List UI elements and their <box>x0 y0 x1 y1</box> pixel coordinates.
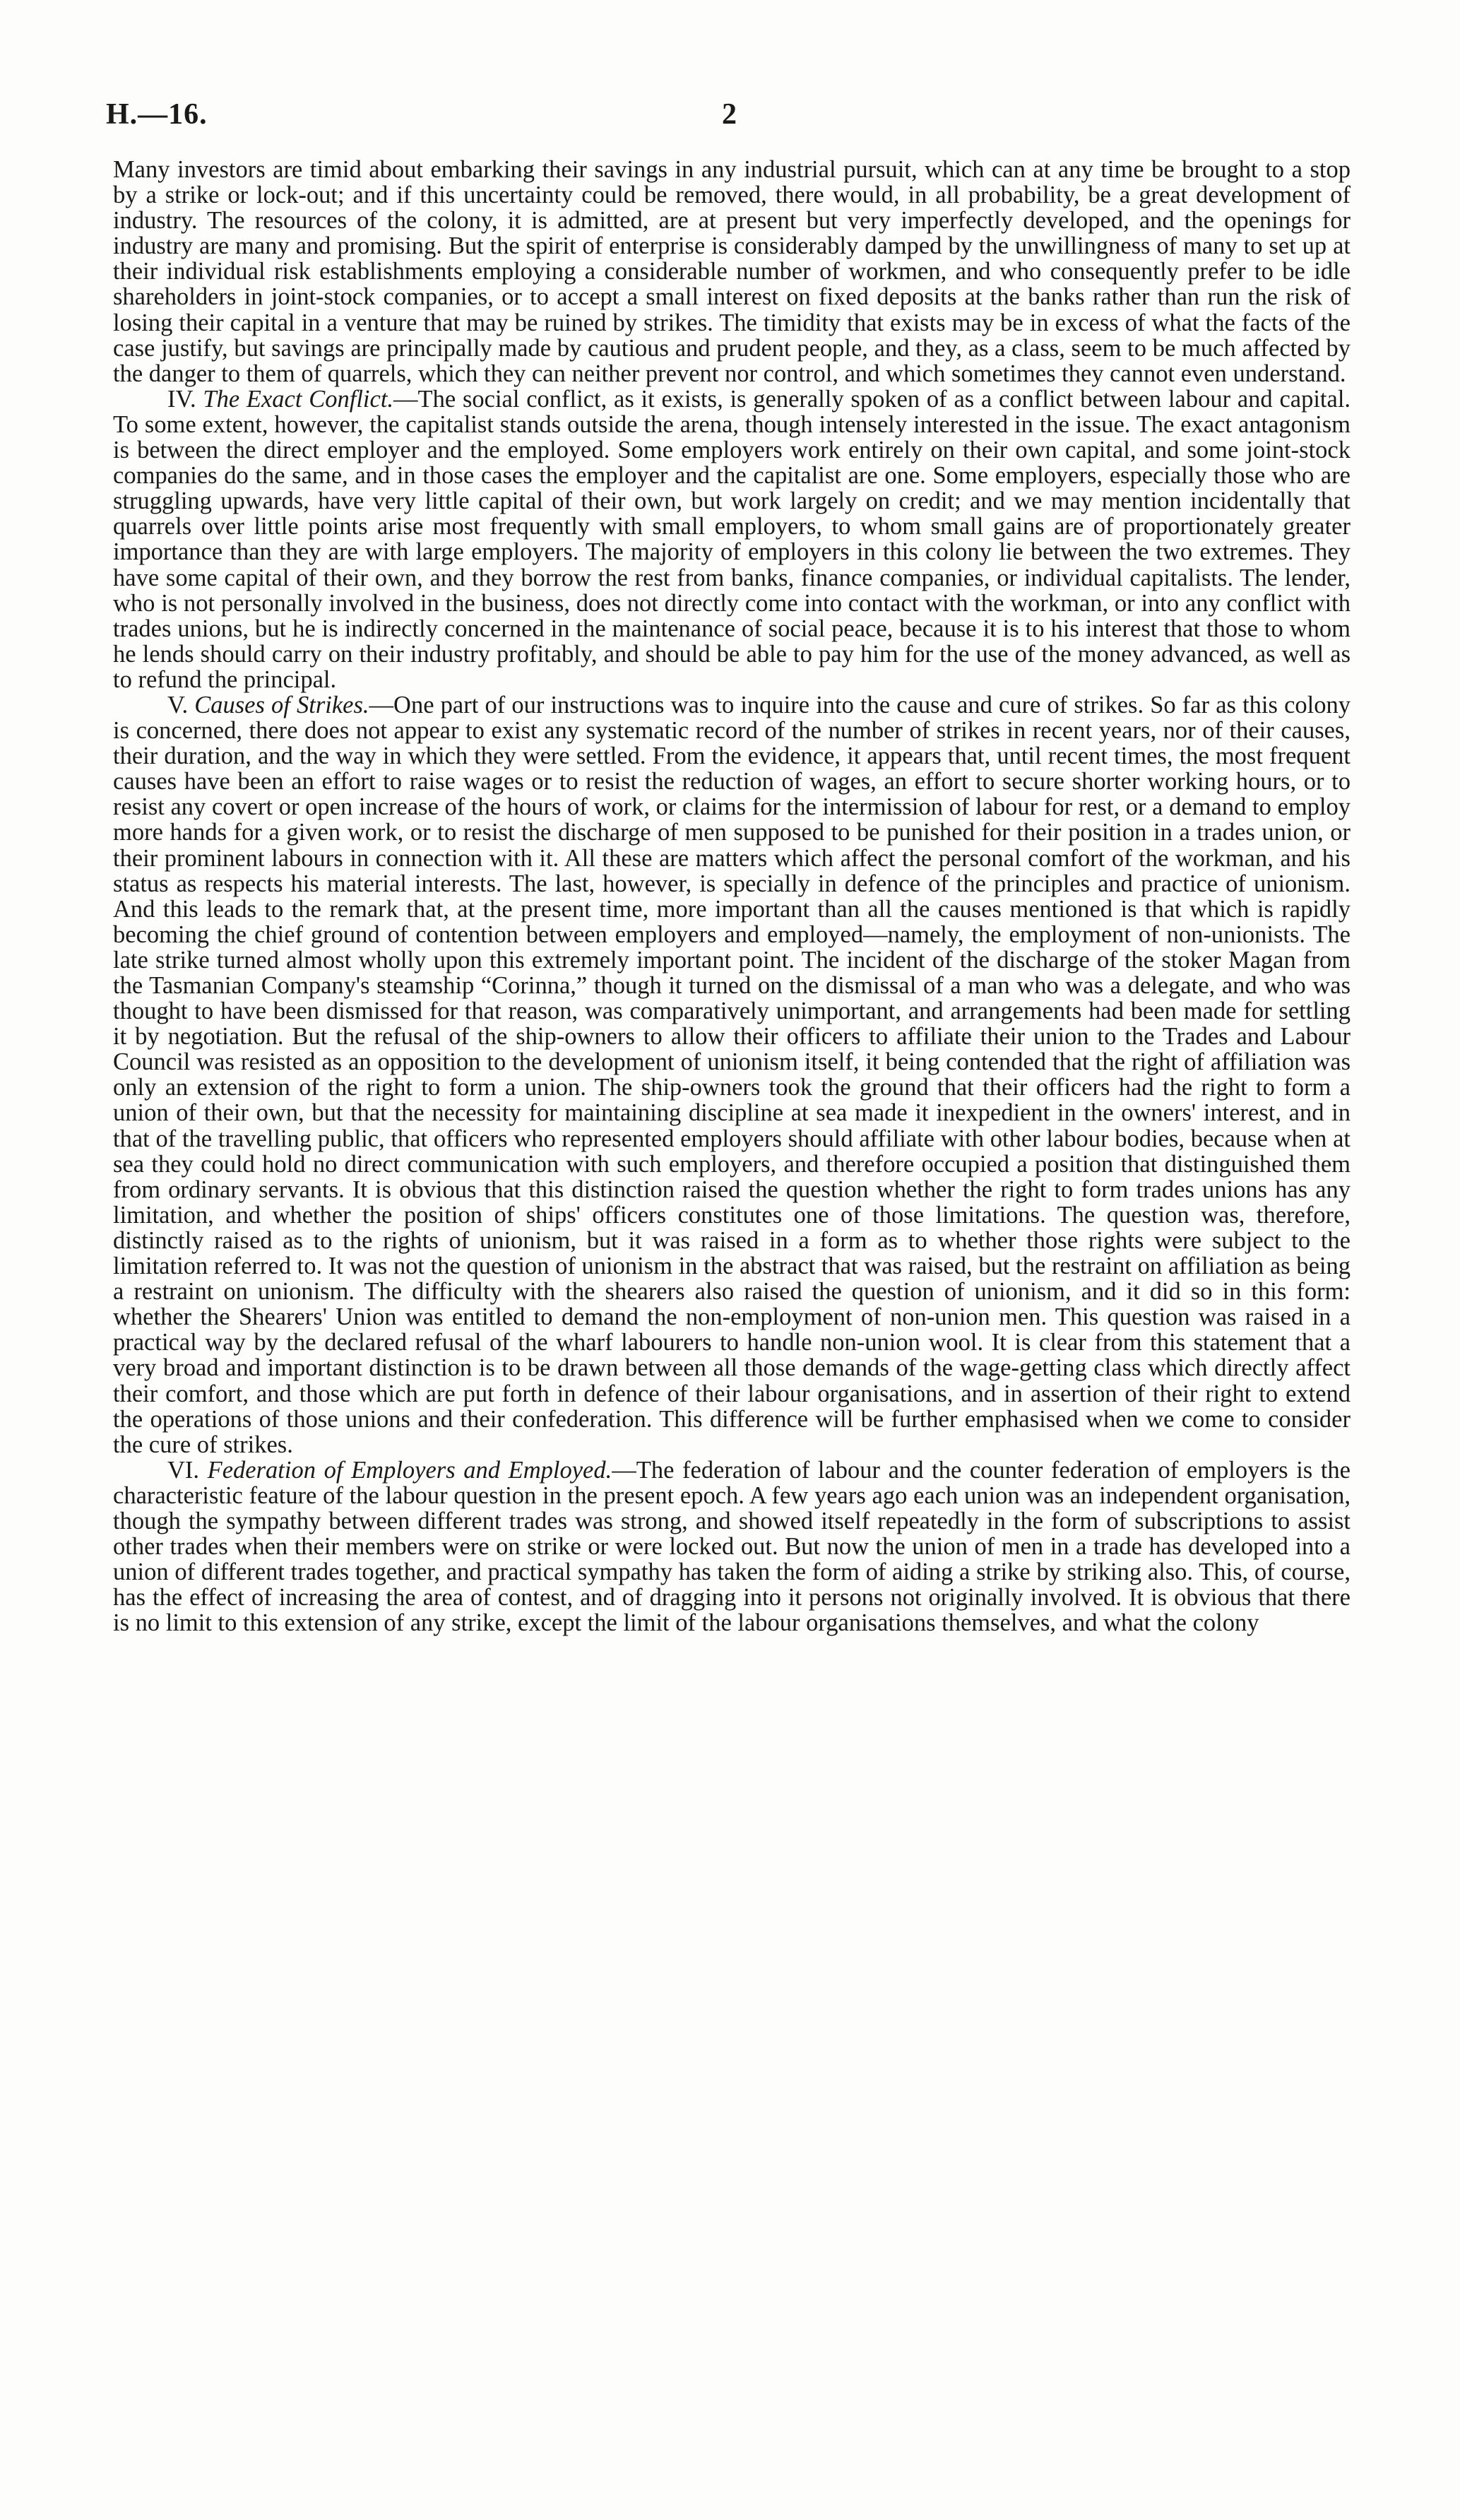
body-text <box>113 157 1351 1635</box>
section-iv-exact-conflict <box>113 386 1351 692</box>
section-title: The Exact Conflict. <box>203 385 394 413</box>
section-number: IV. <box>167 385 196 413</box>
document-reference: H.—16. <box>106 98 208 131</box>
section-text: —The social conflict, as it exists, is generally spoken of as a conflict between labour and capital. To some extent, however, the capitalist stands outside the arena, though intensely interested in the issue. The exact antagonism is between the direct employer and the employed. Some employers work entirely on their own capital, and some joint-stock companies do the same, and in those cases the employer and the capitalist are one. Some employers, especially those who are struggling upwards, have very little capital of their own, but work largely on credit; and we may mention incidentally that quarrels over little points arise most frequently with small employers, to whom small gains are of proportionately greater importance than they are with large employers. The majority of employers in this colony lie between the two extremes. They have some capital of their own, and they borrow the rest from banks, finance companies, or individual capitalists. The lender, who is not personally involved in the business, does not directly come into contact with the workman, or into any conflict with trades unions, but he is indirectly concerned in the maintenance of social peace, because it is to his interest that those to whom he lends should carry on their industry profitably, and should be able to pay him for the use of the money advanced, as well as to refund the principal. <box>113 385 1351 693</box>
page-number: 2 <box>722 98 737 131</box>
section-number: V. <box>167 691 189 718</box>
page-header <box>106 97 1356 140</box>
section-v-causes-of-strikes <box>113 692 1351 1457</box>
section-number: VI. <box>167 1456 200 1484</box>
paragraph-investors <box>113 157 1351 386</box>
paragraph-text: Many investors are timid about embarking their savings in any industrial pursuit, which can at any time be brought to a stop by a strike or lock-out; and if this uncertainty could be removed, there would, in all probability, be a great development of industry. The resources of the colony, it is admitted, are at present but very imperfectly developed, and the openings for industry are many and promising. But the spirit of enterprise is considerably damped by the unwillingness of many to set up at their individual risk establishments employing a considerable number of workmen, and who consequently prefer to be idle shareholders in joint-stock companies, or to accept a small interest on fixed deposits at the banks rather than run the risk of losing their capital in a venture that may be ruined by strikes. The timidity that exists may be in excess of what the facts of the case justify, but savings are principally made by cautious and prudent people, and they, as a class, seem to be much affected by the danger to them of quarrels, which they can neither prevent nor control, and which sometimes they cannot even understand. <box>113 156 1351 387</box>
section-title: Causes of Strikes. <box>194 691 369 718</box>
section-text: —The federation of labour and the counter federation of employers is the characteristic feature of the labour question in the present epoch. A few years ago each union was an independent organisation, though the sympathy between different trades was strong, and showed itself repeatedly in the form of subscriptions to assist other trades when their members were on strike or were locked out. But now the union of men in a trade has developed into a union of different trades together, and practical sympathy has taken the form of aiding a strike by striking also. This, of course, has the effect of increasing the area of contest, and of dragging into it persons not originally involved. It is obvious that there is no limit to this extension of any strike, except the limit of the labour organisations themselves, and what the colony <box>113 1456 1351 1637</box>
section-vi-federation <box>113 1457 1351 1636</box>
section-title: Federation of Employers and Employed. <box>207 1456 612 1484</box>
section-text: —One part of our instructions was to inquire into the cause and cure of strikes. So far as this colony is concerned, there does not appear to exist any systematic record of the number of strikes in recent years, nor of their causes, their duration, and the way in which they were settled. From the evidence, it appears that, until recent times, the most frequent causes have been an effort to raise wages or to resist the reduction of wages, an effort to secure shorter working hours, or to resist any covert or open increase of the hours of work, or claims for the intermission of labour for rest, or a demand to employ more hands for a given work, or to resist the discharge of men supposed to be punished for their position in a trades union, or their prominent labours in connection with it. All these are matters which affect the personal comfort of the workman, and his status as respects his material interests. The last, however, is specially in defence of the principles and practice of unionism. And this leads to the remark that, at the present time, more important than all the causes mentioned is that which is rapidly becoming the chief ground of contention between employers and employed—namely, the employment of non-unionists. The late strike turned almost wholly upon this extremely important point. The incident of the discharge of the stoker Magan from the Tasmanian Company's steamship “Corinna,” though it turned on the dismissal of a man who was a delegate, and who was thought to have been dismissed for that reason, was comparatively unimportant, and arrangements had been made for settling it by negotiation. But the refusal of the ship-owners to allow their officers to affiliate their union to the Trades and Labour Council was resisted as an opposition to the development of unionism itself, it being contended that the right of affiliation was only an extension of the right to form a union. The ship-owners took the ground that their officers had the right to form a union of their own, but that the necessity for maintaining discipline at sea made it inexpedient in the owners' interest, and in that of the travelling public, that officers who represented employers should affiliate with other labour bodies, because when at sea they could hold no direct communication with such employers, and therefore occupied a position that distinguished them from ordinary servants. It is obvious that this distinction raised the question whether the right to form trades unions has any limitation, and whether the position of ships' officers constitutes one of those limitations. The question was, therefore, distinctly raised as to the rights of unionism, but it was raised in a form as to whether those rights were subject to the limitation referred to. It was not the question of unionism in the abstract that was raised, but the restraint on affiliation as being a restraint on unionism. The difficulty with the shearers also raised the question of unionism, and it did so in this form: whether the Shearers' Union was entitled to demand the non-employment of non-union men. This question was raised in a practical way by the declared refusal of the wharf labourers to handle non-union wool. It is clear from this statement that a very broad and important distinction is to be drawn between all those demands of the wage-getting class which directly affect their comfort, and those which are put forth in defence of their labour organisations, and in assertion of their right to extend the operations of those unions and their confederation. This difference will be further emphasised when we come to consider the cure of strikes. <box>113 691 1351 1458</box>
